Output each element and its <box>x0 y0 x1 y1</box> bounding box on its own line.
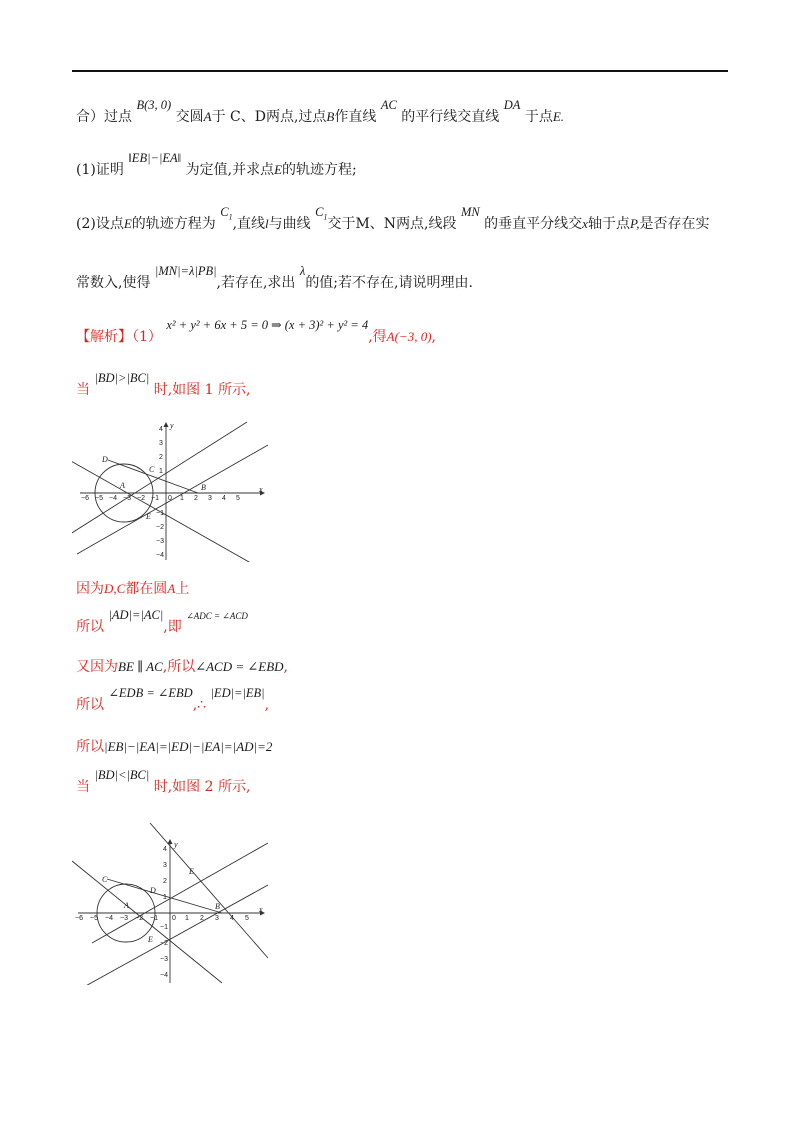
text: 作直线 <box>334 109 377 125</box>
math: $C_1$ <box>220 205 233 222</box>
solution-line-1 <box>76 318 436 345</box>
svg-text:3: 3 <box>208 495 212 502</box>
header-rule <box>72 70 728 72</box>
text: 两点,线段 <box>396 216 457 232</box>
text: , <box>431 329 436 345</box>
x-axis-label: x <box>259 905 263 914</box>
solution-line-3 <box>76 582 189 596</box>
y-axis-arrow <box>164 422 169 427</box>
text: 于 <box>211 109 226 125</box>
svg-text:−1: −1 <box>151 495 159 502</box>
point-b: B <box>215 902 220 911</box>
svg-text:2: 2 <box>200 915 204 922</box>
math: |ED|=|EB| <box>210 686 265 700</box>
text: 轴于点 <box>587 216 630 232</box>
math: B(3, 0) <box>136 98 172 112</box>
svg-text:2: 2 <box>163 878 167 885</box>
text: 上 <box>175 581 190 597</box>
math: E <box>123 216 132 231</box>
math: A(−3, 0) <box>386 329 432 344</box>
svg-text:1: 1 <box>159 468 163 475</box>
text: C、D <box>230 109 266 125</box>
text: 的平行线交直线 <box>401 109 500 125</box>
math: DA <box>503 98 521 112</box>
svg-text:5: 5 <box>245 915 249 922</box>
text: 所以 <box>76 619 104 635</box>
y-axis-label: y <box>174 840 178 849</box>
text: (2)设点 <box>76 216 124 232</box>
text: 时,如图 1 所示, <box>153 382 251 398</box>
svg-text:4: 4 <box>230 915 234 922</box>
svg-text:5: 5 <box>236 495 240 502</box>
svg-text:−4: −4 <box>156 552 164 559</box>
svg-text:3: 3 <box>215 915 219 922</box>
math: A <box>167 581 176 596</box>
point-d: D <box>150 886 156 895</box>
math: $C_1$ <box>315 205 328 222</box>
figure-2 <box>72 823 268 985</box>
point-c: C <box>149 465 155 474</box>
math: |AD|=|AC| <box>108 608 164 622</box>
math: E. <box>552 109 565 124</box>
math: |BD|>|BC| <box>94 371 150 385</box>
text: ,直线 <box>232 216 266 232</box>
math: P, <box>629 216 640 231</box>
text: 交于 <box>327 216 356 232</box>
svg-text:−5: −5 <box>90 915 98 922</box>
svg-text:−6: −6 <box>75 915 83 922</box>
svg-text:4: 4 <box>222 495 226 502</box>
point-a: A <box>120 481 125 490</box>
y-axis-label: y <box>170 421 174 430</box>
math: l <box>265 216 269 231</box>
text: M、N <box>355 216 397 232</box>
svg-text:−3: −3 <box>160 956 168 963</box>
text: 又因为 <box>76 659 118 675</box>
svg-text:−4: −4 <box>160 972 168 979</box>
math: BE ∥ AC <box>118 659 163 674</box>
svg-text:4: 4 <box>163 846 167 853</box>
math: B <box>326 109 335 124</box>
svg-text:2: 2 <box>159 454 163 461</box>
svg-text:−4: −4 <box>109 495 117 502</box>
math: ‖EB|−|EA‖ <box>128 151 182 165</box>
svg-text:−6: −6 <box>81 495 89 502</box>
text: , <box>264 697 270 713</box>
solution-label: 【解析】 <box>76 329 132 345</box>
svg-text:2: 2 <box>194 495 198 502</box>
svg-text:0: 0 <box>172 915 176 922</box>
math: λ <box>299 264 306 278</box>
solution-line-6 <box>76 686 270 713</box>
svg-text:−3: −3 <box>120 915 128 922</box>
math: E <box>274 162 283 177</box>
math: |EB|−|EA|=|ED|−|EA|=|AD|=2 <box>104 739 273 754</box>
text: 当 <box>76 779 90 795</box>
svg-text:1: 1 <box>185 915 189 922</box>
solution-line-5 <box>76 660 288 674</box>
svg-text:4: 4 <box>159 426 163 433</box>
text: ,即 <box>163 619 182 635</box>
text: 是否存在实 <box>639 216 710 232</box>
point-d: D <box>102 455 108 464</box>
math: |BD|<|BC| <box>94 768 150 782</box>
problem-line-1 <box>76 98 565 125</box>
text: 两点,过点 <box>265 109 327 125</box>
text: ,得 <box>368 329 387 345</box>
point-b: B <box>201 483 206 492</box>
text: 都在圆 <box>125 581 168 597</box>
text: 交圆 <box>175 109 204 125</box>
math: AC <box>380 98 397 112</box>
svg-text:−2: −2 <box>135 915 143 922</box>
text: （1） <box>132 329 162 345</box>
text: ,若存在,求出 <box>216 275 296 291</box>
problem-line-2 <box>76 151 357 178</box>
math: D,C <box>104 581 126 596</box>
svg-text:−3: −3 <box>156 538 164 545</box>
text: 当 <box>76 382 90 398</box>
svg-text:3: 3 <box>163 862 167 869</box>
x-tick-labels <box>81 495 240 502</box>
text: 与曲线 <box>268 216 311 232</box>
y-tick-labels <box>156 426 164 559</box>
x-tick-labels <box>75 915 249 922</box>
point-a: A <box>124 901 129 910</box>
text: 的轨迹方程为 <box>131 216 216 232</box>
svg-text:1: 1 <box>180 495 184 502</box>
text: ,∴ <box>192 697 207 713</box>
svg-text:−4: −4 <box>105 915 113 922</box>
solution-line-2 <box>76 371 251 398</box>
text: 时,如图 2 所示, <box>153 779 251 795</box>
svg-text:−1: −1 <box>156 510 164 517</box>
math: ∠EDB = ∠EBD <box>108 686 193 700</box>
text: 为定值,并求点 <box>185 162 275 178</box>
figure-1 <box>72 420 268 562</box>
text: 因为 <box>76 581 104 597</box>
math: MN <box>460 205 480 219</box>
svg-text:−1: −1 <box>160 924 168 931</box>
svg-text:−1: −1 <box>150 915 158 922</box>
svg-text:3: 3 <box>159 440 163 447</box>
svg-text:1: 1 <box>163 894 167 901</box>
svg-text:−3: −3 <box>123 495 131 502</box>
problem-line-4 <box>76 264 473 291</box>
text: , <box>283 659 288 675</box>
math: ∠ACD = ∠EBD <box>195 659 284 674</box>
math: A <box>203 109 212 124</box>
y-tick-labels <box>160 846 168 979</box>
point-c: C <box>102 875 108 884</box>
svg-text:−2: −2 <box>156 524 164 531</box>
math: ∠ADC = ∠ACD <box>186 611 248 621</box>
text: (1)证明 <box>76 162 124 178</box>
text: 的垂直平分线交 <box>484 216 583 232</box>
point-e-top: E <box>189 867 194 876</box>
text: 的轨迹方程; <box>282 162 357 178</box>
point-e-bottom: E <box>148 935 153 944</box>
x-axis-label: x <box>259 485 263 494</box>
math: x² + y² + 6x + 5 = 0 ⇒ (x + 3)² + y² = 4 <box>166 318 369 332</box>
svg-text:−2: −2 <box>137 495 145 502</box>
solution-line-7 <box>76 740 272 754</box>
math: x <box>582 216 588 231</box>
text: 所以 <box>76 739 104 755</box>
svg-text:−5: −5 <box>95 495 103 502</box>
text: 的值;若不存在,请说明理由. <box>305 275 473 291</box>
solution-line-8 <box>76 768 251 795</box>
text: 合）过点 <box>76 109 132 125</box>
text: 所以 <box>76 697 104 713</box>
line-eb <box>150 823 268 958</box>
svg-text:0: 0 <box>168 495 172 502</box>
problem-line-3 <box>76 205 710 234</box>
line-ac-parallel-bottom <box>82 885 268 985</box>
text: 常数入,使得 <box>76 275 151 291</box>
text: ,所以 <box>162 659 196 675</box>
math: |MN|=λ|PB| <box>154 264 217 278</box>
svg-text:−2: −2 <box>160 940 168 947</box>
text: 于点 <box>524 109 553 125</box>
point-e: E <box>146 512 151 521</box>
